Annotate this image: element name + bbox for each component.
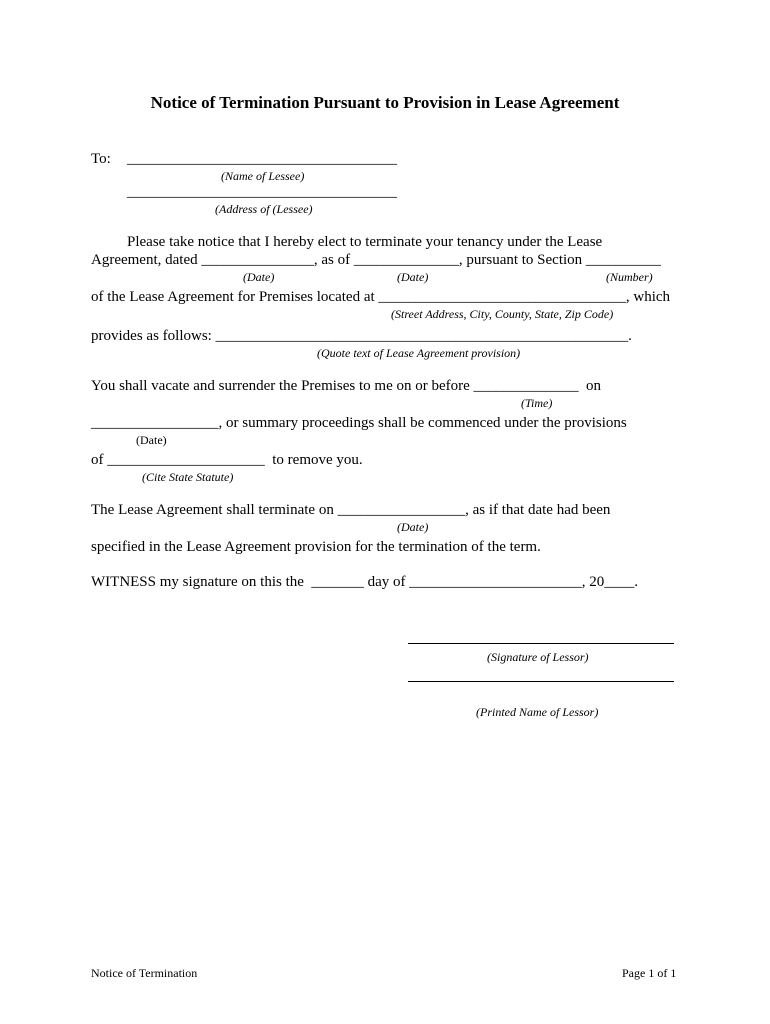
terminate-text-line2: specified in the Lease Agreement provision for the termination of the term. xyxy=(91,539,541,555)
agreement-date-caption: (Date) xyxy=(243,270,275,284)
notice-text-line2: Agreement, dated _______________, as of ______________, pursuant to Section __________ xyxy=(91,252,661,268)
vacate-time-caption: (Time) xyxy=(521,396,553,410)
vacate-text-line1: You shall vacate and surrender the Premises to me on or before ______________ on xyxy=(91,378,602,394)
lessee-address-caption: (Address of (Lessee) xyxy=(215,202,313,216)
effective-date-caption: (Date) xyxy=(397,270,429,284)
notice-text-line4: provides as follows: _______________________________________________________. xyxy=(91,328,632,344)
footer-page-number: Page 1 of 1 xyxy=(622,966,677,980)
footer-title: Notice of Termination xyxy=(91,966,198,980)
lessee-name-field[interactable]: ____________________________________ xyxy=(127,151,397,167)
termination-date-caption: (Date) xyxy=(397,520,429,534)
notice-text-line3: of the Lease Agreement for Premises located at _________________________________, which xyxy=(91,289,671,305)
vacate-text-line2: _________________, or summary proceedings shall be commenced under the provisions xyxy=(91,415,627,431)
printed-name-caption: (Printed Name of Lessor) xyxy=(476,705,599,719)
quote-provision-caption: (Quote text of Lease Agreement provision) xyxy=(317,346,521,360)
terminate-text-line1: The Lease Agreement shall terminate on _________________, as if that date had been xyxy=(91,502,611,518)
signature-caption: (Signature of Lessor) xyxy=(487,650,589,664)
signature-line[interactable] xyxy=(408,643,674,644)
printed-name-line[interactable] xyxy=(408,681,674,682)
vacate-text-line3: of _____________________ to remove you. xyxy=(91,452,363,468)
section-number-caption: (Number) xyxy=(606,270,653,284)
premises-address-caption: (Street Address, City, County, State, Zip Code) xyxy=(391,307,614,321)
to-label: To: xyxy=(91,151,111,167)
witness-line: WITNESS my signature on this the _______ day of _______________________, 20____. xyxy=(91,574,639,590)
lessee-address-field[interactable]: ____________________________________ xyxy=(127,184,397,200)
notice-text-line1: Please take notice that I hereby elect to terminate your tenancy under the Lease xyxy=(127,234,603,250)
state-statute-caption: (Cite State Statute) xyxy=(142,470,234,484)
lessee-name-caption: (Name of Lessee) xyxy=(221,169,305,183)
page-title: Notice of Termination Pursuant to Provision in Lease Agreement xyxy=(150,93,620,112)
vacate-date-caption: (Date) xyxy=(136,433,167,447)
